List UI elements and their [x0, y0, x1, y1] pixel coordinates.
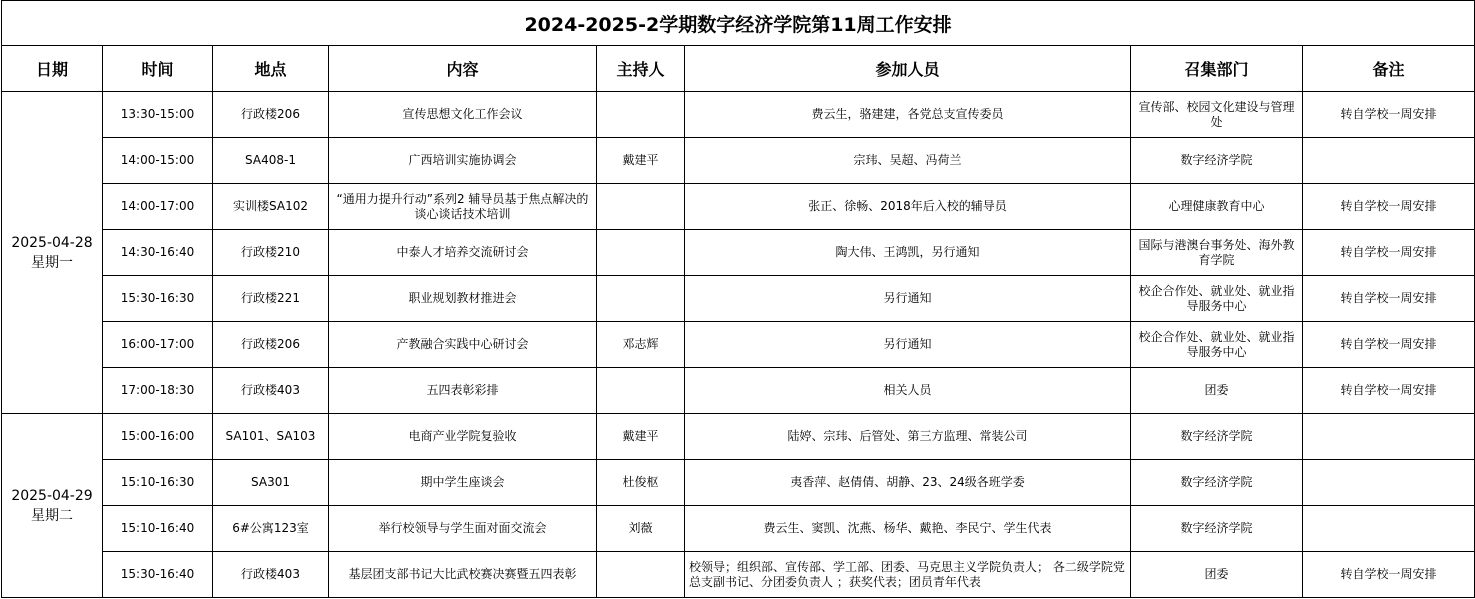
host-cell [597, 368, 685, 414]
remarks-cell: 转自学校一周安排 [1303, 552, 1475, 598]
participants-cell: 费云生、窦凯、沈燕、杨华、戴艳、李民宁、学生代表 [685, 506, 1131, 552]
remarks-cell: 转自学校一周安排 [1303, 368, 1475, 414]
participants-cell: 另行通知 [685, 322, 1131, 368]
time-cell: 15:10-16:40 [103, 506, 213, 552]
content-cell: 中泰人才培养交流研讨会 [329, 230, 597, 276]
host-cell [597, 230, 685, 276]
header-participants: 参加人员 [685, 46, 1131, 92]
content-cell: 宣传思想文化工作会议 [329, 92, 597, 138]
place-cell: SA408-1 [213, 138, 329, 184]
table-row [2, 322, 1475, 368]
date-value: 2025-04-28 [11, 234, 93, 251]
host-cell: 杜俊枢 [597, 460, 685, 506]
host-cell [597, 276, 685, 322]
table-row [2, 276, 1475, 322]
table-row [2, 506, 1475, 552]
remarks-cell: 转自学校一周安排 [1303, 92, 1475, 138]
place-cell: 行政楼206 [213, 322, 329, 368]
weekday-value: 星期一 [31, 254, 73, 271]
participants-cell: 校领导；组织部、宣传部、学工部、团委、马克思主义学院负责人； 各二级学院党总支副书记、分团委负责人 ；获奖代表；团员青年代表 [685, 552, 1131, 598]
participants-cell: 张正、徐畅、2018年后入校的辅导员 [685, 184, 1131, 230]
department-cell: 团委 [1131, 368, 1303, 414]
participants-cell: 相关人员 [685, 368, 1131, 414]
place-cell: 行政楼221 [213, 276, 329, 322]
header-place: 地点 [213, 46, 329, 92]
time-cell: 14:30-16:40 [103, 230, 213, 276]
header-host: 主持人 [597, 46, 685, 92]
content-cell: 广西培训实施协调会 [329, 138, 597, 184]
schedule-table [1, 0, 1475, 598]
date-value: 2025-04-29 [11, 487, 93, 504]
place-cell: 行政楼206 [213, 92, 329, 138]
header-remarks: 备注 [1303, 46, 1475, 92]
place-cell: 行政楼403 [213, 552, 329, 598]
header-row [2, 46, 1475, 92]
table-row [2, 460, 1475, 506]
header-time: 时间 [103, 46, 213, 92]
date-cell [2, 414, 103, 598]
host-cell: 戴建平 [597, 138, 685, 184]
department-cell: 校企合作处、就业处、就业指导服务中心 [1131, 322, 1303, 368]
table-row [2, 138, 1475, 184]
participants-cell: 陆婷、宗玮、后管处、第三方监理、常装公司 [685, 414, 1131, 460]
time-cell: 14:00-17:00 [103, 184, 213, 230]
weekday-value: 星期二 [31, 507, 73, 524]
table-row [2, 552, 1475, 598]
table-row [2, 184, 1475, 230]
remarks-cell [1303, 414, 1475, 460]
place-cell: SA101、SA103 [213, 414, 329, 460]
header-department: 召集部门 [1131, 46, 1303, 92]
content-cell: 五四表彰彩排 [329, 368, 597, 414]
place-cell: 行政楼403 [213, 368, 329, 414]
host-cell: 邓志辉 [597, 322, 685, 368]
department-cell: 数字经济学院 [1131, 460, 1303, 506]
participants-cell: 宗玮、吴超、冯荷兰 [685, 138, 1131, 184]
table-row [2, 368, 1475, 414]
participants-cell: 另行通知 [685, 276, 1131, 322]
time-cell: 15:10-16:30 [103, 460, 213, 506]
table-row [2, 230, 1475, 276]
host-cell [597, 184, 685, 230]
header-date: 日期 [2, 46, 103, 92]
date-cell [2, 92, 103, 414]
place-cell: 6#公寓123室 [213, 506, 329, 552]
content-cell: 产教融合实践中心研讨会 [329, 322, 597, 368]
department-cell: 数字经济学院 [1131, 506, 1303, 552]
remarks-cell: 转自学校一周安排 [1303, 276, 1475, 322]
participants-cell: 陶大伟、王鸿凯，另行通知 [685, 230, 1131, 276]
host-cell [597, 92, 685, 138]
content-cell: 电商产业学院复验收 [329, 414, 597, 460]
remarks-cell [1303, 506, 1475, 552]
time-cell: 13:30-15:00 [103, 92, 213, 138]
host-cell: 刘薇 [597, 506, 685, 552]
place-cell: 实训楼SA102 [213, 184, 329, 230]
remarks-cell [1303, 460, 1475, 506]
host-cell: 戴建平 [597, 414, 685, 460]
page-title: 2024-2025-2学期数字经济学院第11周工作安排 [2, 1, 1475, 46]
header-content: 内容 [329, 46, 597, 92]
participants-cell: 费云生，骆建建，各党总支宣传委员 [685, 92, 1131, 138]
department-cell: 校企合作处、就业处、就业指导服务中心 [1131, 276, 1303, 322]
schedule-body [2, 92, 1475, 598]
content-cell: 期中学生座谈会 [329, 460, 597, 506]
host-cell [597, 552, 685, 598]
time-cell: 17:00-18:30 [103, 368, 213, 414]
time-cell: 15:00-16:00 [103, 414, 213, 460]
table-row [2, 414, 1475, 460]
content-cell: 职业规划教材推进会 [329, 276, 597, 322]
remarks-cell [1303, 138, 1475, 184]
time-cell: 15:30-16:40 [103, 552, 213, 598]
time-cell: 16:00-17:00 [103, 322, 213, 368]
department-cell: 数字经济学院 [1131, 414, 1303, 460]
department-cell: 数字经济学院 [1131, 138, 1303, 184]
participants-cell: 夷香萍、赵倩倩、胡静、23、24级各班学委 [685, 460, 1131, 506]
department-cell: 团委 [1131, 552, 1303, 598]
remarks-cell: 转自学校一周安排 [1303, 230, 1475, 276]
department-cell: 国际与港澳台事务处、海外教育学院 [1131, 230, 1303, 276]
department-cell: 宣传部、校园文化建设与管理处 [1131, 92, 1303, 138]
remarks-cell: 转自学校一周安排 [1303, 184, 1475, 230]
time-cell: 15:30-16:30 [103, 276, 213, 322]
content-cell: 举行校领导与学生面对面交流会 [329, 506, 597, 552]
table-row [2, 92, 1475, 138]
time-cell: 14:00-15:00 [103, 138, 213, 184]
place-cell: SA301 [213, 460, 329, 506]
remarks-cell: 转自学校一周安排 [1303, 322, 1475, 368]
place-cell: 行政楼210 [213, 230, 329, 276]
content-cell: “通用力提升行动”系列2 辅导员基于焦点解决的谈心谈话技术培训 [329, 184, 597, 230]
department-cell: 心理健康教育中心 [1131, 184, 1303, 230]
content-cell: 基层团支部书记大比武校赛决赛暨五四表彰 [329, 552, 597, 598]
